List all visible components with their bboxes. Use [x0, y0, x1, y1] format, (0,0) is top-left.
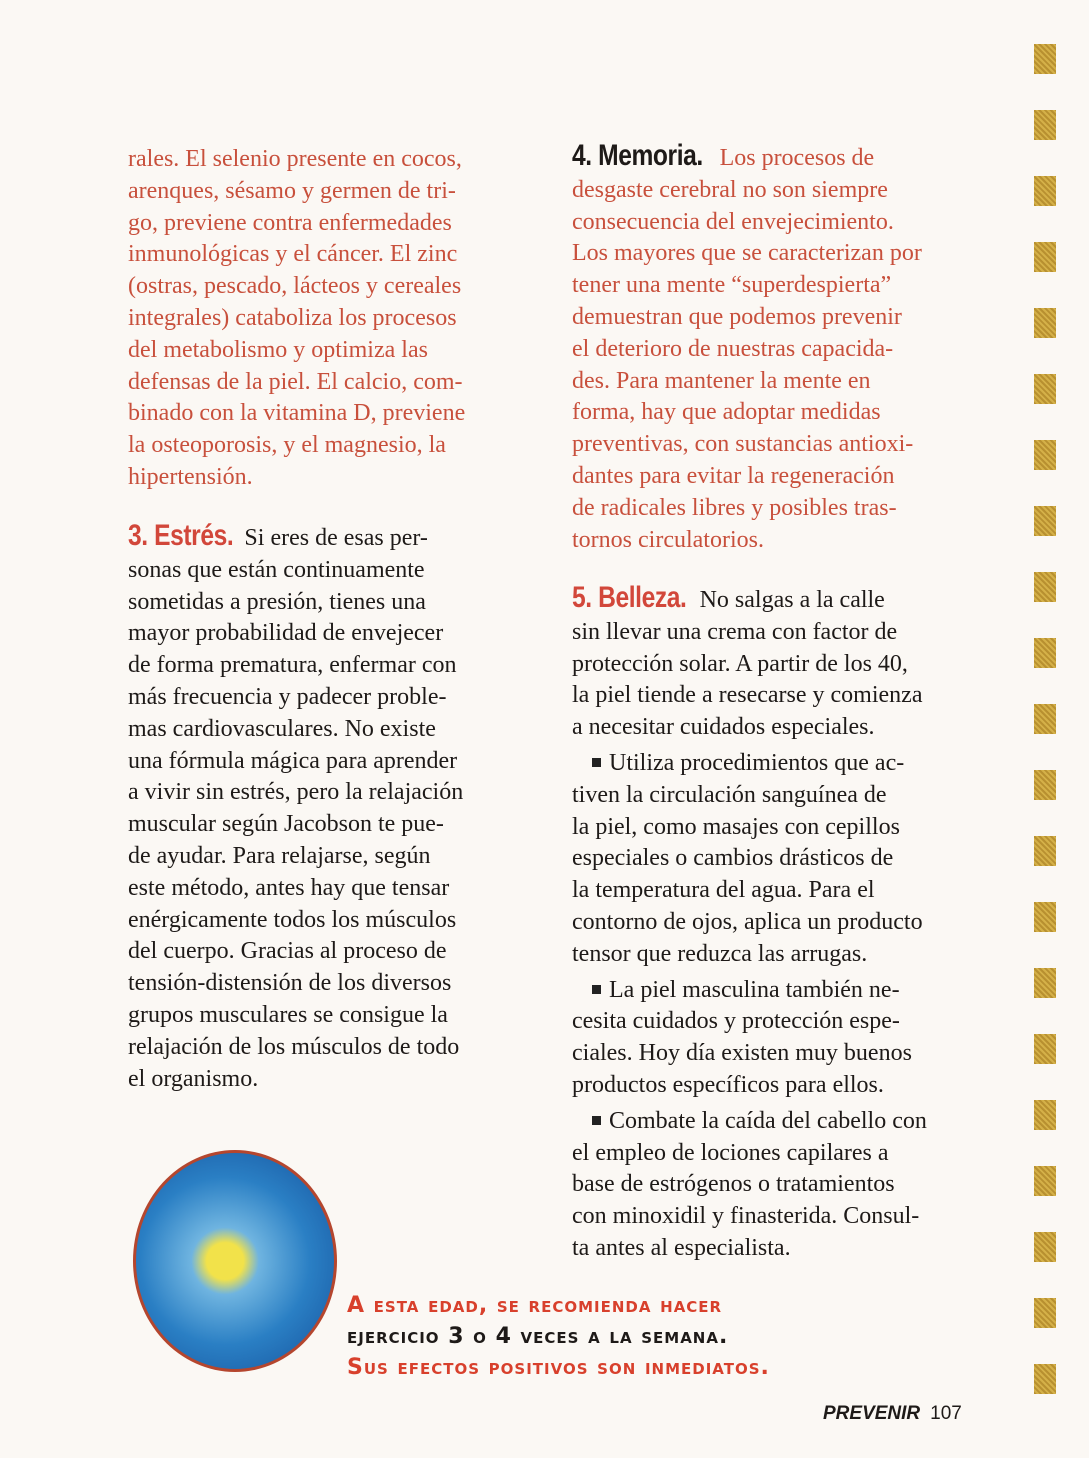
text-line: de ayudar. Para relajarse, según: [128, 842, 431, 869]
text-line: tener una mente “superdespierta”: [572, 272, 892, 299]
bullet-item: [572, 975, 1002, 1102]
text-line: (ostras, pescado, lácteos y cereales: [128, 273, 462, 300]
pull-quote: [347, 1290, 770, 1383]
gold-square: [1034, 902, 1056, 932]
magazine-name: PREVENIR: [823, 1403, 921, 1424]
text-line: sonas que están continuamente: [128, 556, 425, 583]
text-line: Si eres de esas per-: [238, 525, 428, 551]
text-line: de forma prematura, enfermar con: [128, 652, 457, 679]
text-line: del cuerpo. Gracias al proceso de: [128, 938, 447, 965]
text-line: más frecuencia y padecer proble-: [128, 683, 447, 710]
text-line: sin llevar una crema con factor de: [572, 618, 898, 645]
text-line: Combate la caída del cabello con: [609, 1107, 927, 1134]
gold-square: [1034, 44, 1056, 74]
text-line: sometidas a presión, tienes una: [128, 588, 426, 615]
text-line: dantes para evitar la regeneración: [572, 462, 895, 489]
text-line: el empleo de lociones capilares a: [572, 1139, 889, 1166]
text-line: mas cardiovasculares. No existe: [128, 715, 436, 742]
text-line: enérgicamente todos los músculos: [128, 906, 457, 933]
section-heading: 5. Belleza.: [572, 581, 687, 614]
bullet-item: [572, 748, 1002, 971]
gold-square: [1034, 1364, 1056, 1394]
text-line: contorno de ojos, aplica un producto: [572, 908, 923, 935]
text-line: la piel tiende a resecarse y comienza: [572, 682, 923, 709]
decorative-gold-strip: [1034, 44, 1058, 1430]
text-line: Utiliza procedimientos que ac-: [609, 749, 905, 776]
text-line: Los procesos de: [713, 145, 875, 171]
text-line: [572, 582, 1002, 617]
text-line: la piel, como masajes con cepillos: [572, 813, 900, 840]
text-line: productos específicos para ellos.: [572, 1071, 884, 1098]
text-line: tornos circulatorios.: [572, 526, 764, 553]
gold-square: [1034, 968, 1056, 998]
gold-square: [1034, 1034, 1056, 1064]
text-line: arenques, sésamo y germen de tri-: [128, 177, 456, 204]
text-line: preventivas, con sustancias antioxi-: [572, 431, 914, 458]
text-line: base de estrógenos o tratamientos: [572, 1171, 895, 1198]
gold-square: [1034, 374, 1056, 404]
text-line: especiales o cambios drásticos de: [572, 845, 894, 872]
text-line: No salgas a la calle: [693, 587, 885, 613]
text-line: ta antes al especialista.: [572, 1234, 791, 1261]
text-line: relajación de los músculos de todo: [128, 1033, 460, 1060]
text-line: [572, 1106, 1002, 1138]
section-memory: [572, 140, 1002, 556]
gold-square: [1034, 110, 1056, 140]
text-line: muscular según Jacobson te pue-: [128, 811, 444, 838]
text-line: mayor probabilidad de envejecer: [128, 620, 444, 647]
pull-quote-line: Sus efectos positivos son inmediatos.: [347, 1355, 770, 1380]
text-line: cesita cuidados y protección espe-: [572, 1008, 900, 1035]
gold-square: [1034, 440, 1056, 470]
text-line: consecuencia del envejecimiento.: [572, 208, 894, 235]
square-bullet-icon: [592, 1116, 601, 1125]
text-line: grupos musculares se consigue la: [128, 1001, 448, 1028]
text-line: el deterioro de nuestras capacida-: [572, 335, 894, 362]
gold-square: [1034, 1166, 1056, 1196]
section-stress: [128, 520, 548, 1095]
text-line: [572, 975, 1002, 1007]
text-line: binado con la vitamina D, previene: [128, 400, 466, 427]
bullet-item: [572, 1106, 1002, 1265]
text-line: de radicales libres y posibles tras-: [572, 494, 897, 521]
gold-square: [1034, 770, 1056, 800]
text-line: a necesitar cuidados especiales.: [572, 714, 875, 741]
text-line: este método, antes hay que tensar: [128, 874, 450, 901]
text-line: una fórmula mágica para aprender: [128, 747, 458, 774]
text-line: hipertensión.: [128, 463, 253, 490]
swimmer-photo: [133, 1150, 337, 1372]
page-number: 107: [930, 1403, 962, 1424]
gold-square: [1034, 242, 1056, 272]
text-line: tensor que reduzca las arrugas.: [572, 940, 868, 967]
text-line: inmunológicas y el cáncer. El zinc: [128, 241, 458, 268]
gold-square: [1034, 506, 1056, 536]
text-line: con minoxidil y finasterida. Consul-: [572, 1203, 920, 1230]
page-footer: [823, 1403, 962, 1425]
pull-quote-line: A esta edad, se recomienda hacer: [347, 1293, 723, 1318]
text-line: la osteoporosis, y el magnesio, la: [128, 432, 446, 459]
square-bullet-icon: [592, 758, 601, 767]
text-line: el organismo.: [128, 1065, 259, 1092]
gold-square: [1034, 704, 1056, 734]
text-line: rales. El selenio presente en cocos,: [128, 146, 462, 172]
text-line: tensión-distensión de los diversos: [128, 970, 452, 997]
pull-quote-line: ejercicio 3 o 4 veces a la semana.: [347, 1324, 729, 1349]
section-heading: 3. Estrés.: [128, 519, 234, 552]
text-line: la temperatura del agua. Para el: [572, 877, 875, 904]
gold-square: [1034, 176, 1056, 206]
text-line: forma, hay que adoptar medidas: [572, 399, 881, 426]
text-line: protección solar. A partir de los 40,: [572, 650, 908, 677]
gold-square: [1034, 1298, 1056, 1328]
text-line: Los mayores que se caracterizan por: [572, 240, 922, 267]
mineral-paragraph: [128, 144, 548, 494]
gold-square: [1034, 1232, 1056, 1262]
section-beauty: [572, 582, 1002, 1265]
text-line: defensas de la piel. El calcio, com-: [128, 368, 463, 395]
gold-square: [1034, 1100, 1056, 1130]
text-line: del metabolismo y optimiza las: [128, 336, 428, 363]
gold-square: [1034, 638, 1056, 668]
text-line: ciales. Hoy día existen muy buenos: [572, 1040, 912, 1067]
gold-square: [1034, 308, 1056, 338]
section-heading: 4. Memoria.: [572, 139, 703, 172]
text-line: tiven la circulación sanguínea de: [572, 781, 887, 808]
text-line: integrales) cataboliza los procesos: [128, 304, 457, 331]
gold-square: [1034, 572, 1056, 602]
text-line: desgaste cerebral no son siempre: [572, 176, 888, 203]
gold-square: [1034, 836, 1056, 866]
text-line: go, previene contra enfermedades: [128, 209, 452, 236]
text-line: [128, 520, 548, 555]
text-line: demuestran que podemos prevenir: [572, 303, 902, 330]
square-bullet-icon: [592, 985, 601, 994]
text-line: [572, 140, 1002, 175]
text-line: des. Para mantener la mente en: [572, 367, 871, 394]
text-line: La piel masculina también ne-: [609, 976, 900, 1003]
text-line: a vivir sin estrés, pero la relajación: [128, 779, 464, 806]
text-line: [572, 748, 1002, 780]
